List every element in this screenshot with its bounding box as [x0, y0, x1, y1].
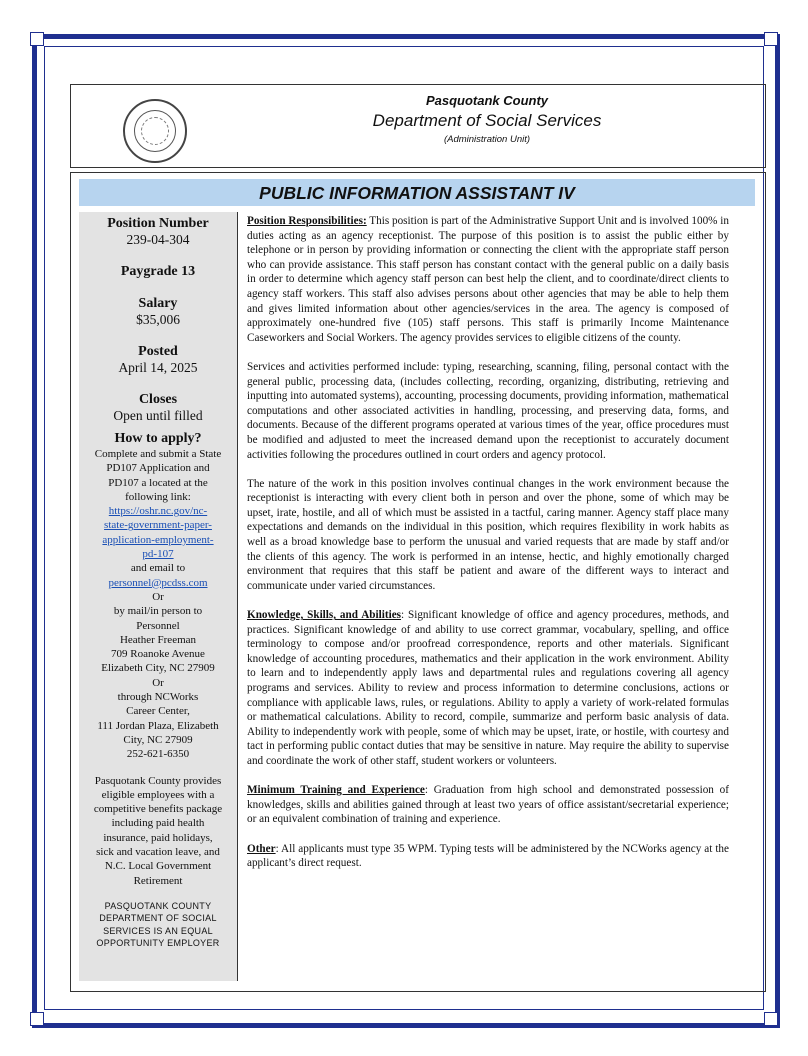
benefits-line: competitive benefits package — [93, 803, 223, 816]
mail-line: Personnel — [136, 619, 180, 632]
ncworks-line: through NCWorks — [117, 691, 199, 704]
ncworks-line: 111 Jordan Plaza, Elizabeth — [97, 719, 219, 732]
how-line: following link: — [125, 490, 191, 503]
services-paragraph: Services and activities performed include: typing, researching, scanning, filing, personal contact with the general public, processing data, (includes collecting, recording, organizing, distributing, retrieving and inputting into automated systems), accounting, processing documents, providing information, mathematical computations and other associated activities in handling, processing, and preserving data, forms, and documents. Because of the different programs operated at various times of the year, office procedures must be modified and adjusted to meet the increased demand upon the receptionist to accurately document activities following the procedures outlined in court orders and agency protocol. — [247, 360, 729, 461]
position-number-label: Position Number — [107, 216, 209, 231]
posted-label: Posted — [138, 344, 178, 359]
salary: $35,006 — [136, 312, 180, 327]
benefits-line: N.C. Local Government — [104, 860, 212, 873]
how-to-apply-label: How to apply? — [114, 431, 202, 446]
or-separator: Or — [152, 590, 164, 603]
corner-ornament — [30, 1012, 44, 1026]
eeo-line: PASQUOTANK COUNTY — [104, 900, 212, 911]
eeo-line: SERVICES IS AN EQUAL — [103, 925, 213, 936]
corner-ornament — [30, 32, 44, 46]
ncworks-phone: 252-621-6350 — [126, 748, 190, 761]
or-separator: Or — [152, 676, 164, 689]
mail-line: Elizabeth City, NC 27909 — [101, 662, 215, 675]
letterhead — [70, 84, 766, 168]
unit-name: (Administration Unit) — [443, 134, 531, 145]
eeo-line: OPPORTUNITY EMPLOYER — [96, 938, 220, 949]
corner-ornament — [764, 1012, 778, 1026]
email-link[interactable]: personnel@pcdss.com — [108, 576, 208, 589]
ksa-label: Knowledge, Skills, and Abilities — [247, 609, 402, 622]
mail-line: Heather Freeman — [119, 633, 197, 646]
benefits-line: sick and vacation leave, and — [96, 846, 220, 859]
benefits-line: including paid health — [111, 817, 205, 830]
ncworks-line: Career Center, — [126, 705, 190, 718]
position-number: 239-04-304 — [126, 232, 190, 247]
how-line: Complete and submit a State — [94, 448, 222, 460]
how-line: PD107 Application and — [106, 462, 210, 475]
email-intro: and email to — [130, 562, 186, 575]
job-title: PUBLIC INFORMATION ASSISTANT IV — [79, 179, 755, 206]
paygrade: Paygrade 13 — [120, 264, 196, 279]
training-paragraph: Minimum Training and Experience: Graduation from high school and demonstrated possession of knowledges, skills and abilities gained through at least two years of office assistant/secretarial experience; or an equivalent combination of training and experience. — [247, 784, 729, 826]
county-name: Pasquotank County — [425, 93, 549, 108]
training-label: Minimum Training and Experience — [247, 784, 425, 797]
corner-ornament — [764, 32, 778, 46]
benefits-line: Pasquotank County provides — [94, 774, 222, 787]
mail-line: 709 Roanoke Avenue — [111, 648, 205, 661]
closes-value: Open until filled — [113, 408, 203, 423]
other-label: Other — [247, 842, 276, 855]
responsibilities-paragraph: Position Responsibilities: This position is part of the Administrative Support Unit and is involved 100% in duties acting as an agency receptionist. The purpose of this position is to assist the public either by telephone or in person by providing information or connecting the client with the appropriate staff person who can provide assistance. This staff person has constant contact with the general public on a daily basis in order to determine which agency staff person can best help the client, and to coordinate/direct clients to agency staff workers. This staff also advises persons about other agencies that may be able to help them and gives limited information about other agencies/services in the area. The agency is composed of approximately one-hundred five (105) staff persons. This staff is primarily Income Maintenance Caseworkers and Social Workers. The agency provides services to eligible citizens of the county. — [247, 215, 730, 344]
ncworks-line: City, NC 27909 — [123, 733, 193, 746]
nature-paragraph: The nature of the work in this position involves continual changes in the work environment because the receptionist is interacting with every client both in person and over the phone, some of which may be upset, irate, hostile, and all of which must be assisted in a tactful, caring manner. Agency staff place many expectations and demands on the individual in this position, which requires flexibility in work habits as well as a broad knowledge base to perform the unusual and varied requests that are made by staff and/or the clients of this agency. The work is performed in an intense, hectic, and highly emotionally charged environment that requires that this staff be patient and aware of the different ways to interact and communicate under varied circumstances. — [247, 477, 729, 592]
closes-label: Closes — [138, 392, 178, 407]
how-line: PD107 a located at the — [108, 476, 208, 489]
mail-line: by mail/in person to — [113, 605, 203, 618]
responsibilities-label: Position Responsibilities: — [247, 215, 367, 227]
job-description — [247, 214, 729, 885]
benefits-line: Retirement — [133, 874, 183, 887]
sidebar — [79, 212, 238, 981]
application-link[interactable]: https://oshr.nc.gov/nc- state-government-paper- application-employment- pd-107 — [102, 505, 214, 561]
benefits-line: eligible employees with a — [101, 788, 215, 801]
salary-label: Salary — [138, 296, 178, 311]
county-seal-icon — [123, 99, 187, 163]
eeo-line: DEPARTMENT OF SOCIAL — [99, 913, 217, 924]
other-paragraph: Other: All applicants must type 35 WPM. Typing tests will be administered by the NCWorks agency at the applicant’s direct request. — [247, 842, 729, 870]
posted-date: April 14, 2025 — [118, 360, 198, 375]
benefits-line: insurance, paid holidays, — [103, 831, 213, 844]
department-name: Department of Social Services — [372, 111, 602, 130]
posting-body — [70, 172, 766, 992]
ksa-paragraph: Knowledge, Skills, and Abilities: Significant knowledge of office and agency procedures, methods, and practices. Significant knowledge of and ability to use correct grammar, vocabulary, spelling, and office terminology to compose and/or proofread correspondence, reports and other materials. Significant knowledge of accounting procedures, mathematics and their application in the work environment. Ability to learn and to independently apply laws and departmental rules and regulations covering all agency programs and services. Ability to review and process information to determine conclusions, actions or compliance with applicable laws, rules, or regulations. Ability to apply a variety of work-related formulas or mathematical calculations. Ability to record, compile, summarize and perform basic analysis of data. Ability to independently work with people, some of which may be upset, irate, or hostile, with courtesy and tact in performing public contact duties that may be sensitive in nature. May require the ability to supervise and coordinate the work of other staff, student workers or volunteers. — [247, 609, 729, 767]
